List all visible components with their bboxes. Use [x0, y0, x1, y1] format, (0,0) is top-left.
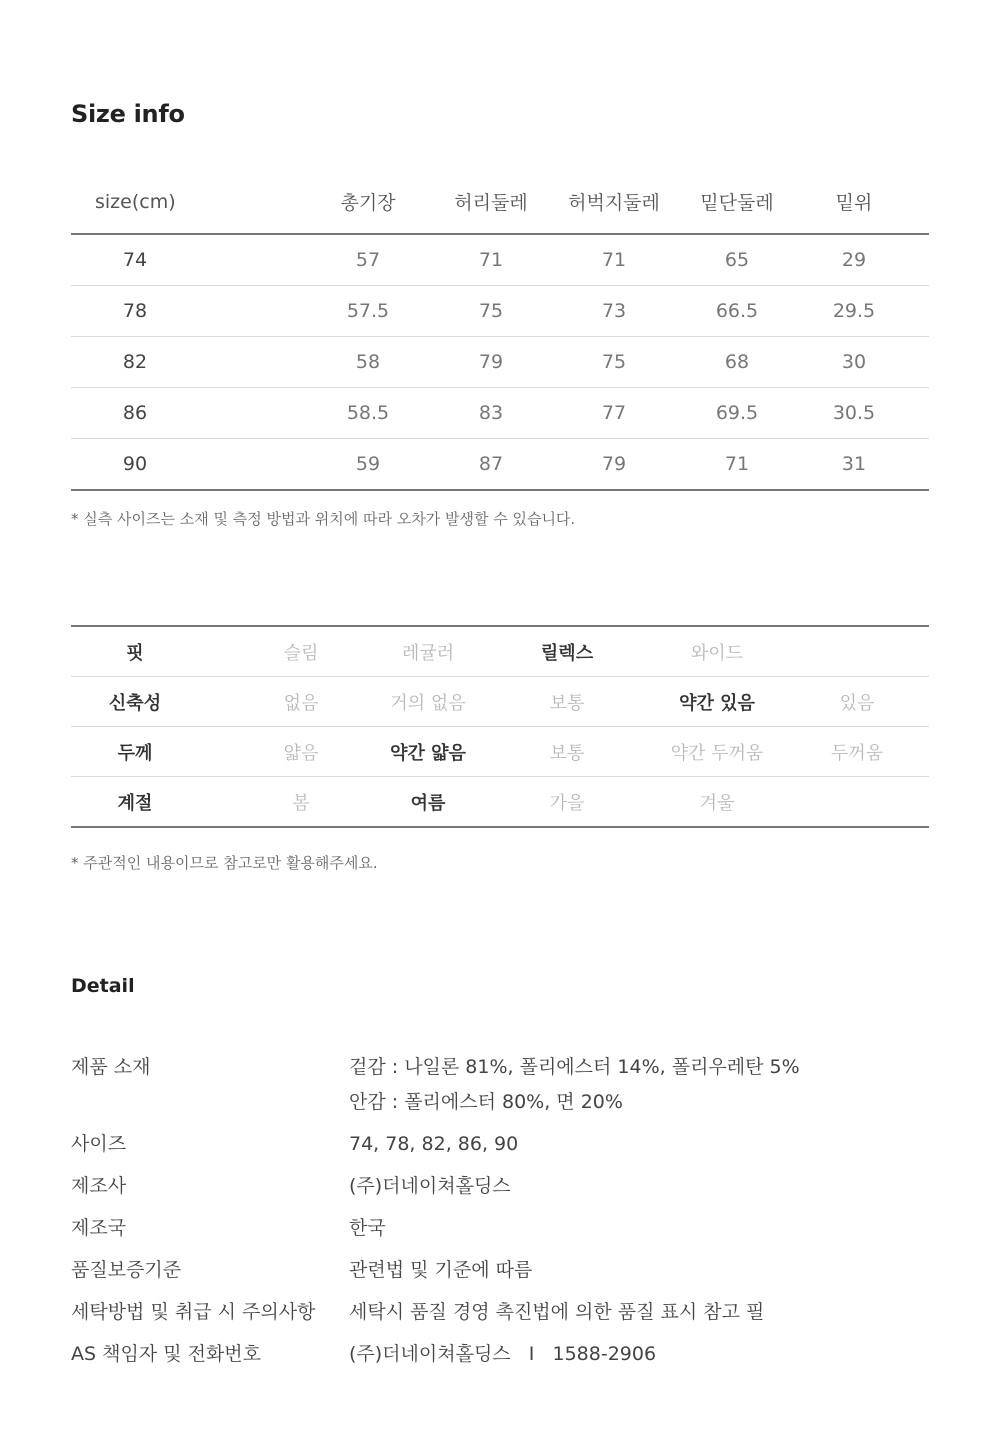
size-cell: 68: [724, 351, 750, 373]
detail-label: 사이즈: [71, 1133, 127, 1155]
detail-label: AS 책임자 및 전화번호: [71, 1343, 262, 1365]
detail-label: 제품 소재: [71, 1056, 151, 1078]
detail-value: 한국: [349, 1217, 386, 1239]
size-cell: 71: [478, 249, 504, 271]
fit-option: 보통: [549, 742, 585, 764]
size-table-row: [71, 388, 929, 439]
detail-row: [71, 1345, 929, 1387]
size-cell: 65: [724, 249, 750, 271]
size-header-cell: 허벅지둘레: [568, 192, 660, 214]
detail-value: 안감 : 폴리에스터 80%, 면 20%: [349, 1091, 623, 1113]
fit-row-label: 두께: [117, 742, 153, 764]
fit-option: 얇음: [283, 742, 319, 764]
detail-value: 세탁시 품질 경영 촉진법에 의한 품질 표시 참고 필: [349, 1301, 765, 1323]
fit-option: 없음: [283, 692, 319, 714]
size-cell: 59: [355, 453, 381, 475]
size-cell: 69.5: [715, 402, 759, 424]
detail-value: 관련법 및 기준에 따름: [349, 1259, 533, 1281]
size-cell: 78: [122, 300, 148, 322]
detail-row: [71, 1177, 929, 1219]
fit-option: 두꺼움: [830, 742, 884, 764]
detail-value-group: [349, 1295, 764, 1330]
size-cell: 57.5: [346, 300, 390, 322]
size-cell: 74: [122, 249, 148, 271]
size-cell: 79: [601, 453, 627, 475]
detail-label: 제조국: [71, 1217, 127, 1239]
detail-value-group: [349, 1337, 656, 1372]
size-header-cell: 허리둘레: [454, 192, 528, 214]
size-table-row: [71, 337, 929, 388]
size-cell: 29.5: [832, 300, 876, 322]
detail-title: Detail: [71, 975, 135, 997]
size-cell: 86: [122, 402, 148, 424]
detail-value: 겉감 : 나일론 81%, 폴리에스터 14%, 폴리우레탄 5%: [349, 1056, 800, 1078]
size-cell: 29: [841, 249, 867, 271]
fit-table: [71, 625, 929, 828]
detail-value-group: [349, 1211, 386, 1246]
size-table-header: [71, 170, 929, 235]
size-cell: 31: [841, 453, 867, 475]
size-table: [71, 170, 929, 491]
size-cell: 83: [478, 402, 504, 424]
detail-label: 세탁방법 및 취급 시 주의사항: [71, 1301, 316, 1323]
size-cell: 87: [478, 453, 504, 475]
size-header-cell: size(cm): [95, 190, 176, 213]
size-header-cell: 밑위: [835, 192, 873, 214]
size-cell: 30: [841, 351, 867, 373]
size-cell: 90: [122, 453, 148, 475]
size-cell: 73: [601, 300, 627, 322]
fit-option: 보통: [549, 692, 585, 714]
fit-option-selected: 릴렉스: [540, 642, 594, 664]
size-table-row: [71, 439, 929, 491]
detail-value: (주)더네이쳐홀딩스 I 1588-2906: [349, 1343, 657, 1365]
detail-value: 74, 78, 82, 86, 90: [349, 1133, 519, 1155]
size-cell: 75: [478, 300, 504, 322]
size-cell: 79: [478, 351, 504, 373]
size-info-title: Size info: [71, 100, 185, 128]
fit-option: 슬림: [283, 642, 319, 664]
fit-option: 있음: [839, 692, 875, 714]
fit-row: [71, 677, 929, 727]
fit-row: [71, 727, 929, 777]
size-cell: 57: [355, 249, 381, 271]
fit-row-label: 핏: [126, 642, 144, 664]
fit-option-selected: 약간 있음: [679, 692, 755, 714]
detail-label: 품질보증기준: [71, 1259, 182, 1281]
fit-option: 가을: [549, 792, 585, 814]
detail-list: [71, 1058, 929, 1387]
fit-note: * 주관적인 내용이므로 참고로만 활용해주세요.: [71, 854, 378, 872]
detail-value: (주)더네이쳐홀딩스: [349, 1175, 511, 1197]
size-table-row: [71, 286, 929, 337]
fit-option: 봄: [292, 792, 310, 814]
size-note: * 실측 사이즈는 소재 및 측정 방법과 위치에 따라 오차가 발생할 수 있습니다.: [71, 510, 576, 528]
fit-option: 거의 없음: [390, 692, 466, 714]
size-cell: 66.5: [715, 300, 759, 322]
fit-row: [71, 627, 929, 677]
fit-row-label: 계절: [117, 792, 153, 814]
detail-row: [71, 1058, 929, 1135]
detail-value-group: [349, 1050, 800, 1120]
size-header-cell: 총기장: [340, 192, 396, 214]
size-cell: 58.5: [346, 402, 390, 424]
fit-option: 겨울: [699, 792, 735, 814]
size-header-cell: 밑단둘레: [700, 192, 774, 214]
size-cell: 75: [601, 351, 627, 373]
detail-value-group: [349, 1169, 511, 1204]
fit-row: [71, 777, 929, 828]
fit-option: 레귤러: [401, 642, 455, 664]
size-cell: 30.5: [832, 402, 876, 424]
fit-option: 와이드: [690, 642, 744, 664]
fit-option-selected: 여름: [410, 792, 446, 814]
detail-label: 제조사: [71, 1175, 127, 1197]
size-cell: 82: [122, 351, 148, 373]
fit-option: 약간 두꺼움: [670, 742, 764, 764]
size-cell: 77: [601, 402, 627, 424]
fit-option-selected: 약간 얇음: [390, 742, 466, 764]
size-cell: 71: [724, 453, 750, 475]
size-cell: 71: [601, 249, 627, 271]
size-cell: 58: [355, 351, 381, 373]
detail-value-group: [349, 1127, 518, 1162]
detail-value-group: [349, 1253, 532, 1288]
fit-row-label: 신축성: [108, 692, 162, 714]
size-table-row: [71, 235, 929, 286]
